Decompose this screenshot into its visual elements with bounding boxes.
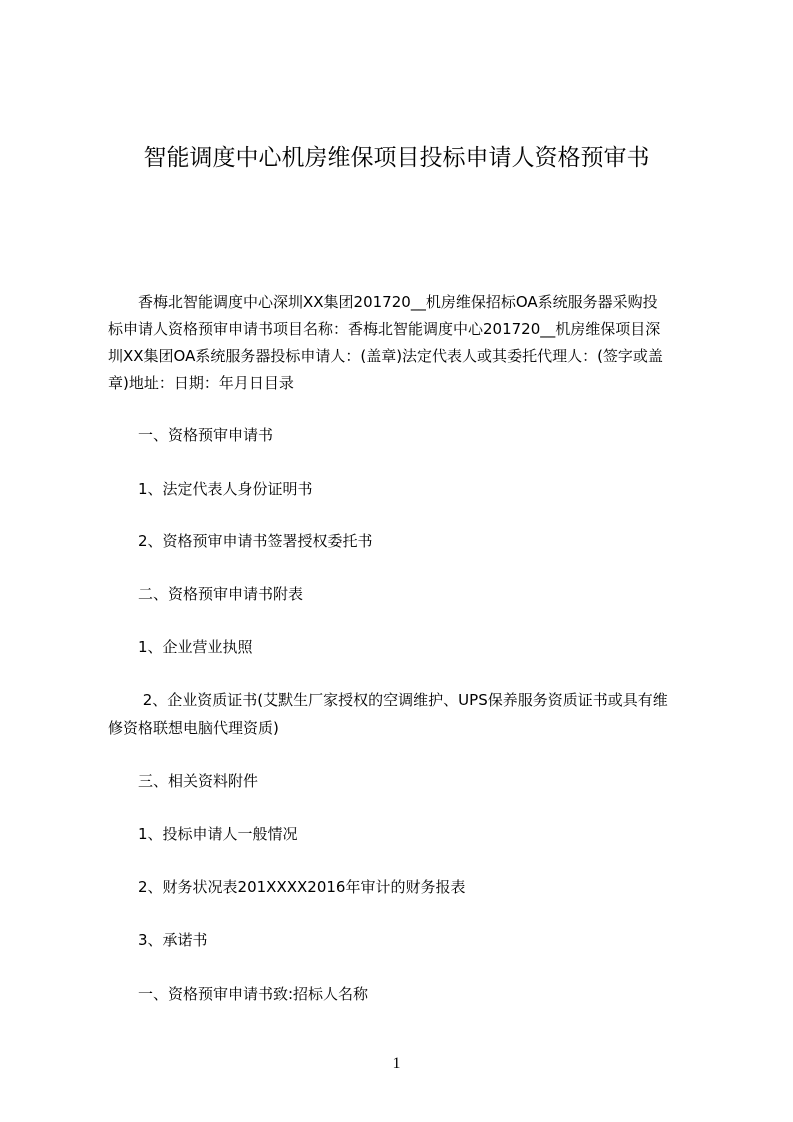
toc-item: 二、资格预审申请书附表 [108,585,304,603]
toc-item: 三、相关资料附件 [108,772,259,790]
toc-item: 1、投标申请人一般情况 [108,825,298,843]
intro-line: 标申请人资格预审申请书项目名称：香梅北智能调度中心201720__机房维保项目深 [108,320,661,338]
toc-item: 1、法定代表人身份证明书 [108,480,313,498]
toc-item: 3、承诺书 [108,931,208,949]
intro-line: 章)地址：日期：年月日目录 [108,374,294,392]
toc-item: 1、企业营业执照 [108,638,253,656]
page-number: 1 [392,1055,401,1072]
toc-item: 一、资格预审申请书致:招标人名称 [108,985,369,1003]
toc-item: 2、资格预审申请书签署授权委托书 [108,532,373,550]
intro-line: 香梅北智能调度中心深圳XX集团201720__机房维保招标OA系统服务器采购投 [108,293,658,311]
toc-item: 修资格联想电脑代理资质) [108,719,279,737]
document-title: 智能调度中心机房维保项目投标申请人资格预审书 [143,145,650,171]
toc-item: 一、资格预审申请书 [108,426,274,444]
toc-item: 2、企业资质证书(艾默生厂家授权的空调维护、UPS保养服务资质证书或具有维 [108,691,668,709]
intro-line: 圳XX集团OA系统服务器投标申请人：(盖章)法定代表人或其委托代理人：(签字或盖 [108,347,663,365]
toc-item: 2、财务状况表201XXXX2016年审计的财务报表 [108,878,466,896]
